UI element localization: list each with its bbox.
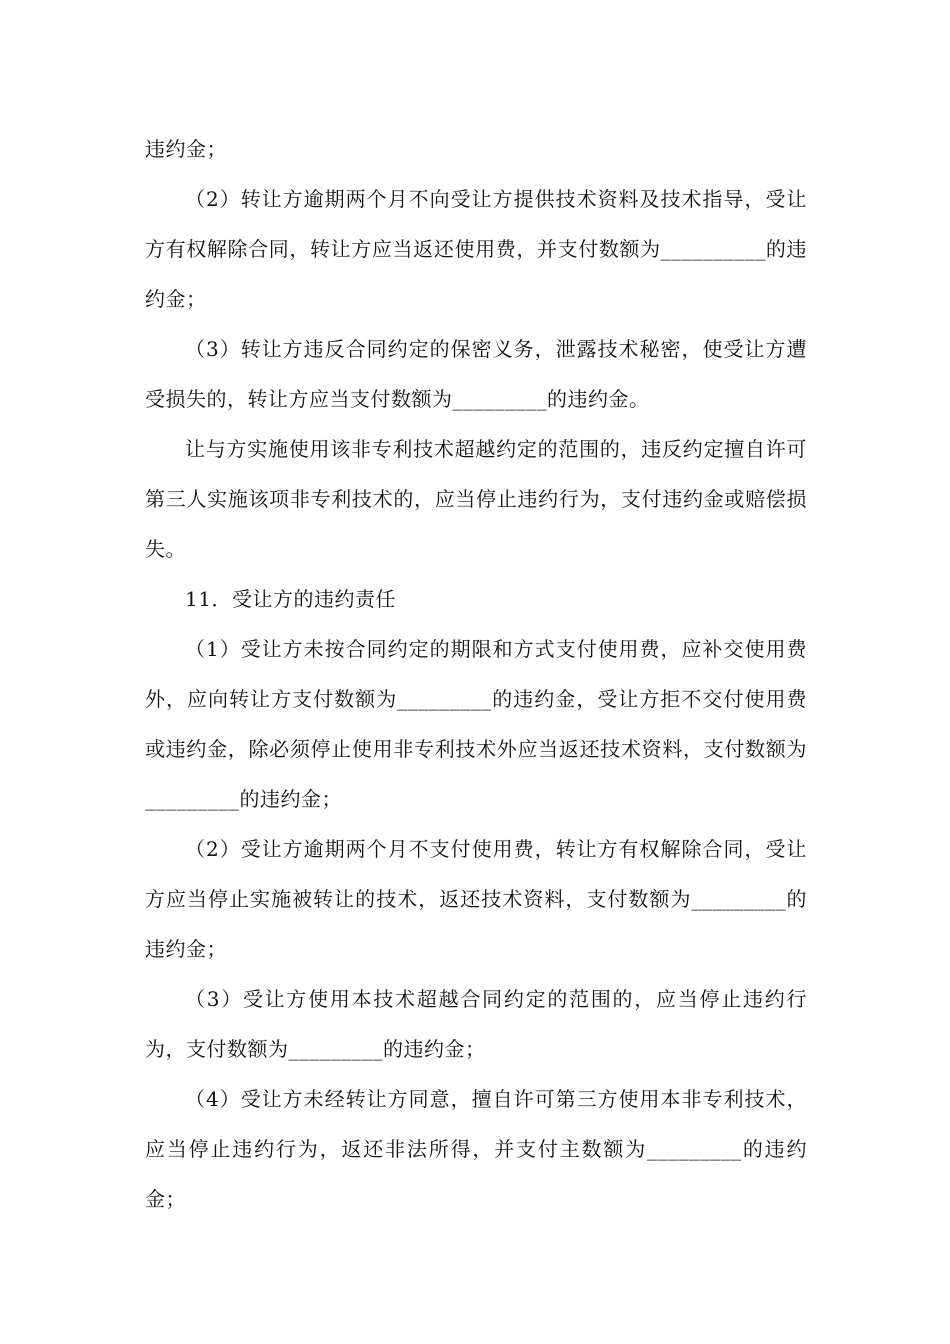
paragraph-transferee-1: （1）受让方未按合同约定的期限和方式支付使用费，应补交使用费外，应向转让方支付数额为_________的违约金，受让方拒不交付使用费或违约金，除必须停止使用非专利技术外应当返还技术资料，支付数额为_________的违约金； <box>145 637 807 811</box>
document-body <box>145 124 807 1224</box>
paragraph-transferor-3: （3）转让方违反合同约定的保密义务，泄露技术秘密，使受让方遭受损失的，转让方应当支付数额为_________的违约金。 <box>145 337 807 411</box>
paragraph-transferee-3: （3）受让方使用本技术超越合同约定的范围的，应当停止违约行为，支付数额为_________的违约金； <box>145 987 807 1061</box>
paragraph-transferor-2: （2）转让方逾期两个月不向受让方提供技术资料及技术指导，受让方有权解除合同，转让方应当返还使用费，并支付数额为__________的违约金； <box>145 187 807 311</box>
section-heading-11: 11．受让方的违约责任 <box>185 587 396 611</box>
paragraph-transferee-2: （2）受让方逾期两个月不支付使用费，转让方有权解除合同，受让方应当停止实施被转让的技术，返还技术资料，支付数额为_________的违约金； <box>145 837 807 961</box>
paragraph-transferee-4: （4）受让方未经转让方同意，擅自许可第三方使用本非专利技术，应当停止违约行为，返还非法所得，并支付主数额为_________的违约金； <box>145 1087 807 1211</box>
paragraph-licensor-scope: 让与方实施使用该非专利技术超越约定的范围的，违反约定擅自许可第三人实施该项非专利技术的，应当停止违约行为，支付违约金或赔偿损失。 <box>145 437 807 561</box>
paragraph-continuation: 违约金； <box>145 137 227 161</box>
